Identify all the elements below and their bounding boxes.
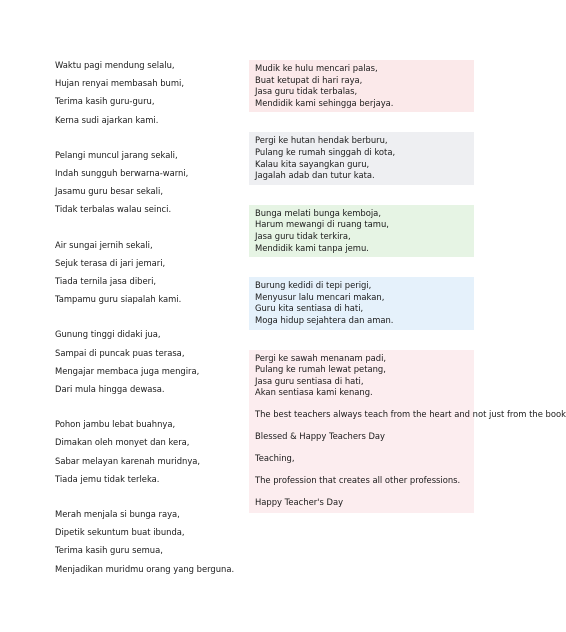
poem-line: Terima kasih guru-guru, — [55, 96, 155, 107]
poem-line: Indah sungguh berwarna-warni, — [55, 168, 189, 179]
pantun-line: Mendidik kami sehingga berjaya. — [255, 97, 394, 108]
pantun-line: Kalau kita sayangkan guru, — [255, 158, 370, 169]
stanza-2 — [55, 146, 235, 219]
pantun-line: Pergi ke sawah menanam padi, — [255, 352, 387, 363]
stanza-5 — [55, 415, 235, 488]
pantun-line: Harum mewangi di ruang tamu, — [255, 219, 389, 230]
poem-line: Gunung tinggi didaki jua, — [55, 329, 161, 340]
poem-line: Tiada ternila jasa diberi, — [55, 276, 157, 287]
teaching-line: Teaching, — [255, 452, 295, 463]
poem-line: Tiada jemu tidak terleka. — [55, 473, 160, 484]
pantun-line: Jasa guru tidak terbalas, — [255, 86, 358, 97]
pantun-line: Mendidik kami tanpa jemu. — [255, 242, 369, 253]
pantun-line: Mudik ke hulu mencari palas, — [255, 63, 378, 73]
pantun-line: Akan sentiasa kami kenang. — [255, 387, 373, 398]
teachers-day-panel — [249, 350, 566, 513]
stanza-3 — [55, 236, 235, 309]
poem-line: Sejuk terasa di jari jemari, — [55, 257, 166, 268]
poem-line: Merah menjala si bunga raya, — [55, 509, 180, 520]
poem-line: Pohon jambu lebat buahnya, — [55, 419, 176, 430]
poem-line: Waktu pagi mendung selalu, — [55, 60, 175, 70]
stanza-6 — [55, 505, 235, 578]
pantun-box-2 — [249, 132, 474, 184]
poem-line: Dimakan oleh monyet dan kera, — [55, 437, 190, 448]
stanza-4 — [55, 325, 235, 398]
poem-line: Menjadikan muridmu orang yang berguna. — [55, 563, 235, 574]
pantun-line: Buat ketupat di hari raya, — [255, 74, 363, 85]
pantun-line: Guru kita sentiasa di hati, — [255, 303, 364, 314]
right-pantun-column — [249, 56, 566, 513]
pantun-line: Menyusur lalu mencari makan, — [255, 291, 385, 302]
happy-teachers-day: Happy Teacher's Day — [255, 496, 344, 507]
blessed-greeting: Blessed & Happy Teachers Day — [255, 430, 386, 441]
pantun-line: Jasa guru sentiasa di hati, — [255, 375, 364, 386]
pantun-box-1 — [249, 60, 474, 112]
left-poem-column — [55, 56, 235, 595]
poem-line: Tidak terbalas walau seinci. — [55, 204, 172, 215]
pantun-line: Jagalah adab dan tutur kata. — [255, 170, 375, 181]
poem-line: Sampai di puncak puas terasa, — [55, 347, 185, 358]
poem-line: Jasamu guru besar sekali, — [55, 186, 163, 197]
poem-line: Air sungai jernih sekali, — [55, 239, 153, 250]
pantun-line: Pulang ke rumah lewat petang, — [255, 364, 386, 375]
poem-line: Hujan renyai membasah bumi, — [55, 78, 184, 89]
pantun-line: Jasa guru tidak terkira, — [255, 230, 351, 241]
pantun-line: Bunga melati bunga kemboja, — [255, 207, 381, 218]
profession-quote: The profession that creates all other professions. — [255, 474, 461, 485]
pantun-box-4 — [249, 277, 474, 329]
poem-line: Mengajar membaca juga mengira, — [55, 365, 200, 376]
poem-line: Kerna sudi ajarkan kami. — [55, 114, 159, 125]
pantun-line: Pulang ke rumah singgah di kota, — [255, 146, 396, 157]
pantun-line: Pergi ke hutan hendak berburu, — [255, 135, 388, 146]
pantun-line: Moga hidup sejahtera dan aman. — [255, 314, 394, 325]
poem-line: Pelangi muncul jarang sekali, — [55, 149, 178, 160]
poem-line: Tampamu guru siapalah kami. — [55, 294, 182, 305]
pantun-line: Burung kedidi di tepi perigi, — [255, 280, 372, 291]
best-teachers-quote: The best teachers always teach from the heart and not just from the book — [255, 408, 566, 419]
stanza-1 — [55, 56, 235, 129]
pantun-box-3 — [249, 205, 474, 257]
pantun-box-5 — [249, 353, 474, 402]
poem-line: Dipetik sekuntum buat ibunda, — [55, 527, 185, 538]
poem-line: Sabar melayan karenah muridnya, — [55, 455, 201, 466]
poem-line: Terima kasih guru semua, — [55, 545, 163, 556]
poem-line: Dari mula hingga dewasa. — [55, 384, 165, 395]
